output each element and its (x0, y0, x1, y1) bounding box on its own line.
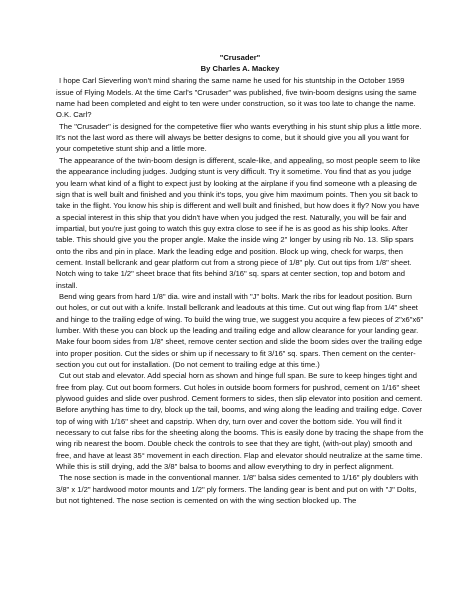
article-title: "Crusader" (219, 53, 261, 62)
paragraph-appearance-and-wing: The appearance of the twin-boom design is different, scale-like, and appealing, so most people seem to like the appearance including judges. Judging stunt is very difficult. Try it sometime. You find that as you judge you learn what kind of a flight to expect just by looking at the airplane if you find someone wth a pleasing de sign that is well built and finished and you think it's tops, you give him maximum points. Then you sit back to take in the flight. You know his ship is different and well built and finished, but how does it fly? Now you have a special interest in this ship that you didn't have when you judged the rest. Naturally, you will be fair and impartial, but you're just going to watch this guy extra close to see if he is as good as his ship looks. After table. This should give you the proper angle. Make the inside wing 2" longer by using rib No. 13. Slip spars onto the ribs and pin in place. Mark the leading edge and position. Block up wing, check for warps, then cement. Install bellcrank and gear platform cut from a strong piece of 1/8" ply. Cut out tips from 1/8" sheet. Notch wing to take 1/2" sheet brace that fits behind 3/16" sq. spars at center section, top and botom and install. (56, 155, 421, 290)
paragraph-intro: I hope Carl Sieverling won't mind sharing the same name he used for his stuntship in the October 1959 issue of Flying Models. At the time Carl's "Crusader" was published, five twin-boom designs using the same name had been completed and eight to ten were under construction, so it was too late to change the name. O.K. Carl? (56, 76, 417, 120)
paragraph-wing-gears: Bend wing gears from hard 1/8" dia. wire and install with "J" bolts. Mark the ribs for leadout position. Burn out holes, or cut out with a knife. Install bellcrank and leadouts at this time. Cut out wing flap from 1/4" sheet and hinge to the trailing edge of wing. To build the wing true, we suggest you acquire a few pieces of 2"x6"x6" lumber. With these you can block up the leading and trailing edge and allow clearance for your landing gear. Make four boom sides from 1/8" sheet, remove center section and slide the boom sides over the trailing edge into proper position. Cut the sides or shim up if necessary to fit 3/16" sq. spars. Then cement on the center-section you cut out for installation. (Do not cement to trailing edge at this time.) (56, 291, 424, 369)
paragraph-design-purpose: The "Crusader" is designed for the competetive flier who wants everything in his stunt ship plus a little more. It's not the last word as there will always be better designs to come, but it should give you all you want for your competetive stunt ship and a little more. (56, 121, 422, 154)
article-byline: By Charles A. Mackey (200, 64, 280, 74)
paragraph-stab-and-elevator: Cut out stab and elevator. Add special horn as shown and hinge full span. Be sure to keep hinges tight and free from play. Cut out boom formers. Cut holes in outside boom formers for pushrod, cement on 1/16" sheet plywood guides and slide over pushrod. Cement formers to sides, then slip elevator into position and cement. Before anything has time to dry, block up the tail, booms, and wing along the leading and trailing edge. Cover top of wing with 1/16" sheet and capstrip. When dry, turn over and cover the bottom side. You will find it necessary to cut false ribs for the sheeting along the booms. This is easily done by tracing the shape from the wing rib nearest the boom. Double check the controls to see that they are tight, (with-out play) smooth and free, and have at least 35° movement in each direction. Flap and elevator should neutralize at the same time. While this is still drying, add the 3/8" balsa to booms and allow everything to dry in perfect alignment. (56, 371, 424, 472)
paragraph-nose-section: The nose section is made in the conventional manner. 1/8" balsa sides cemented to 1/16" ply doublers with 3/8" x 1/2" hardwood motor mounts and 1/2" ply formers. The landing gear is bent and put on with "J" Dolts, but not tightened. The nose section is cemented on with the wing section blocked up. The (56, 473, 419, 506)
article-body (56, 75, 424, 506)
